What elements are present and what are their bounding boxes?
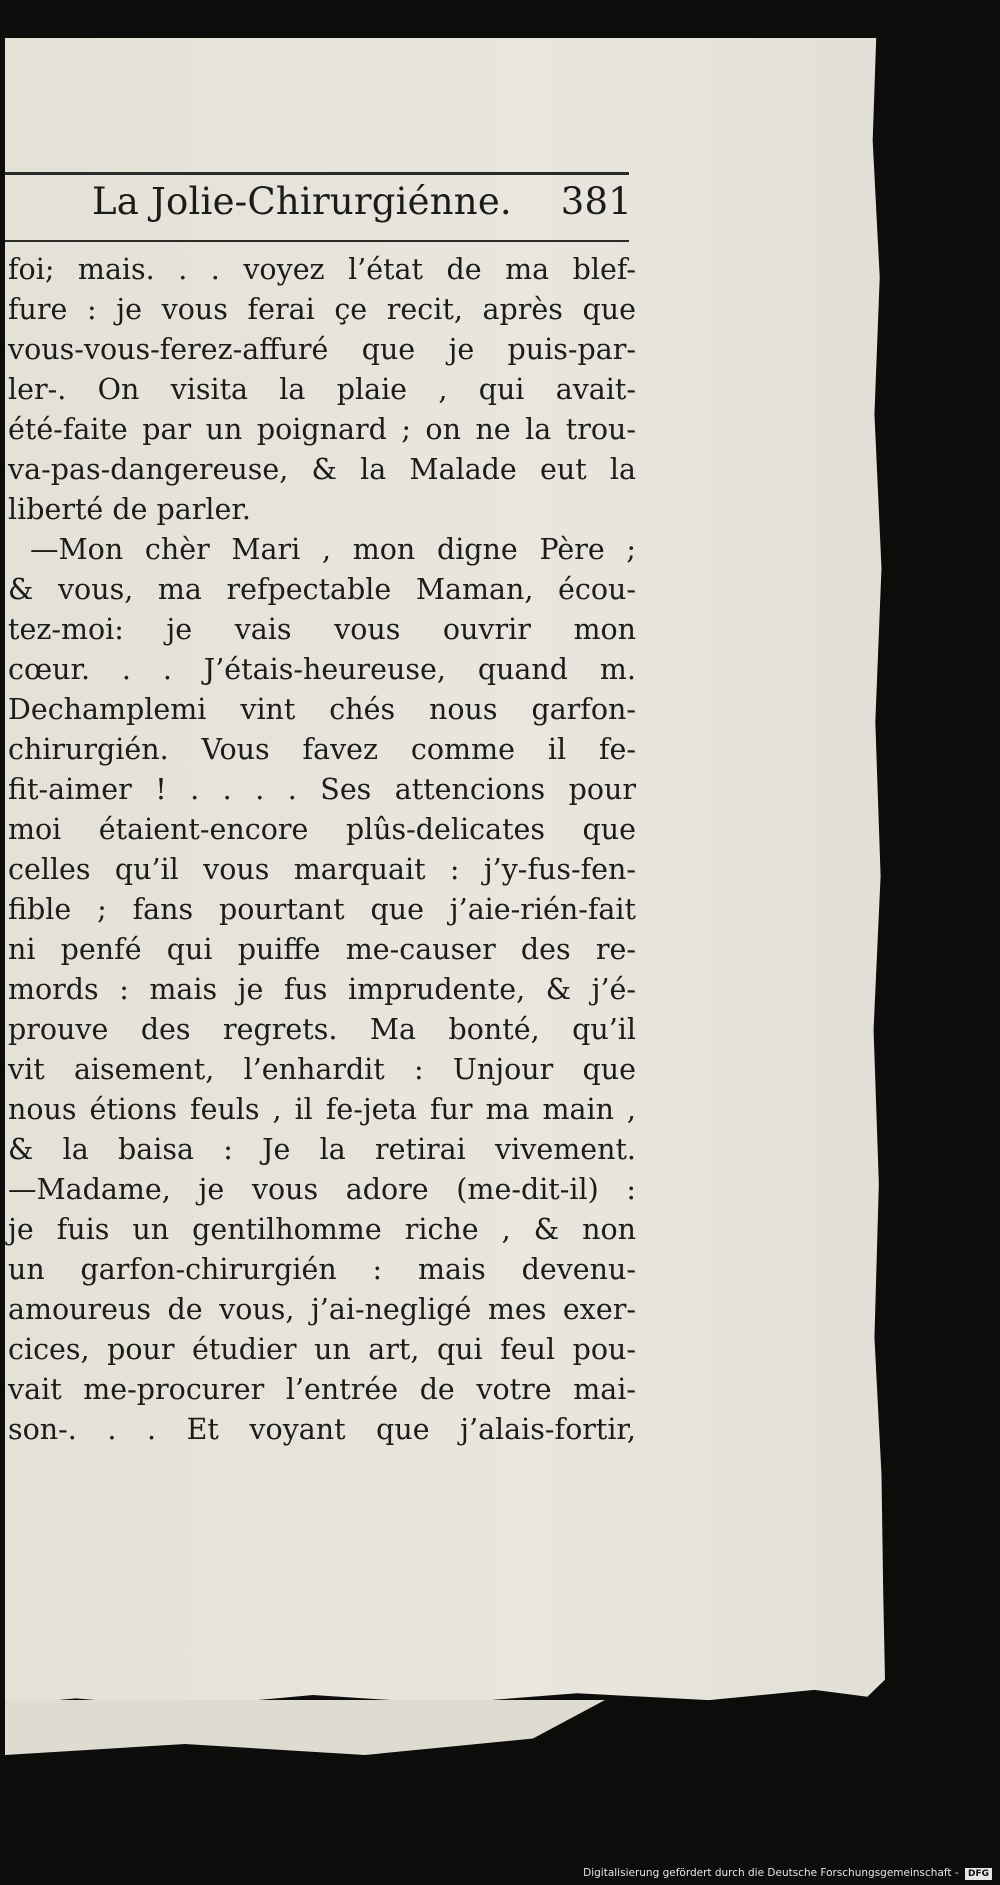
credit-text: Digitalisierung gefördert durch die Deutsche Forschungsgemeinschaft - [583,1867,959,1879]
text-line: son-. . . Et voyant que j’alais-fortir, [8,1413,636,1446]
text-line: mords : mais je fus imprudente, & j’é- [8,973,636,1006]
text-line: cices, pour étudier un art, qui feul pou- [8,1333,636,1366]
text-line: cœur. . . J’étais-heureuse, quand m. [8,653,636,686]
text-line: liberté de parler. [8,493,251,526]
text-line: je fuis un gentilhomme riche , & non [8,1213,636,1246]
text-line: & vous, ma refpectable Maman, écou- [8,573,636,606]
running-title: La Jolie-Chirurgiénne. [92,180,512,223]
text-line: nous étions feuls , il fe-jeta fur ma main , [8,1093,636,1126]
text-line: fure : je vous ferai çe recit, après que [8,293,636,326]
text-line: celles qu’il vous marquait : j’y-fus-fen- [8,853,636,886]
text-line: été-faite par un poignard ; on ne la trou- [8,413,636,446]
text-line: fit-aimer ! . . . . Ses attencions pour [8,773,636,806]
text-line: tez-moi: je vais vous ouvrir mon [8,613,636,646]
text-line: ler-. On visita la plaie , qui avait- [8,373,636,406]
text-line: prouve des regrets. Ma bonté, qu’il [8,1013,636,1046]
body-text [8,250,636,1450]
text-line: foi; mais. . . voyez l’état de ma blef- [8,253,636,286]
text-line: & la baisa : Je la retirai vivement. [8,1133,636,1166]
text-line: vous-vous-ferez-affuré que je puis-par- [8,333,636,366]
header-rule-bottom [5,240,629,242]
text-line: moi étaient-encore plûs-delicates que [8,813,636,846]
text-line: un garfon-chirurgién : mais devenu- [8,1253,636,1286]
text-line: fible ; fans pourtant que j’aie-rién-fait [8,893,636,926]
text-line: —Madame, je vous adore (me-dit-il) : [8,1173,636,1206]
digitization-credit [583,1867,992,1880]
text-line: amoureus de vous, j’ai-negligé mes exer- [8,1293,636,1326]
text-line: vait me-procurer l’entrée de votre mai- [8,1373,636,1406]
text-line: chirurgién. Vous favez comme il fe- [8,733,636,766]
text-line: va-pas-dangereuse, & la Malade eut la [8,453,636,486]
header-rule-top [5,172,629,175]
text-line: ni penfé qui puiffe me-causer des re- [8,933,636,966]
text-line: vit aisement, l’enhardit : Unjour que [8,1053,636,1086]
text-line: Dechamplemi vint chés nous garfon- [8,693,636,726]
running-head [92,180,632,232]
dfg-logo: DFG [965,1868,992,1880]
page-number: 381 [560,180,632,223]
paper-bottom-edge [5,1700,605,1755]
text-line: —Mon chèr Mari , mon digne Père ; [30,533,636,566]
